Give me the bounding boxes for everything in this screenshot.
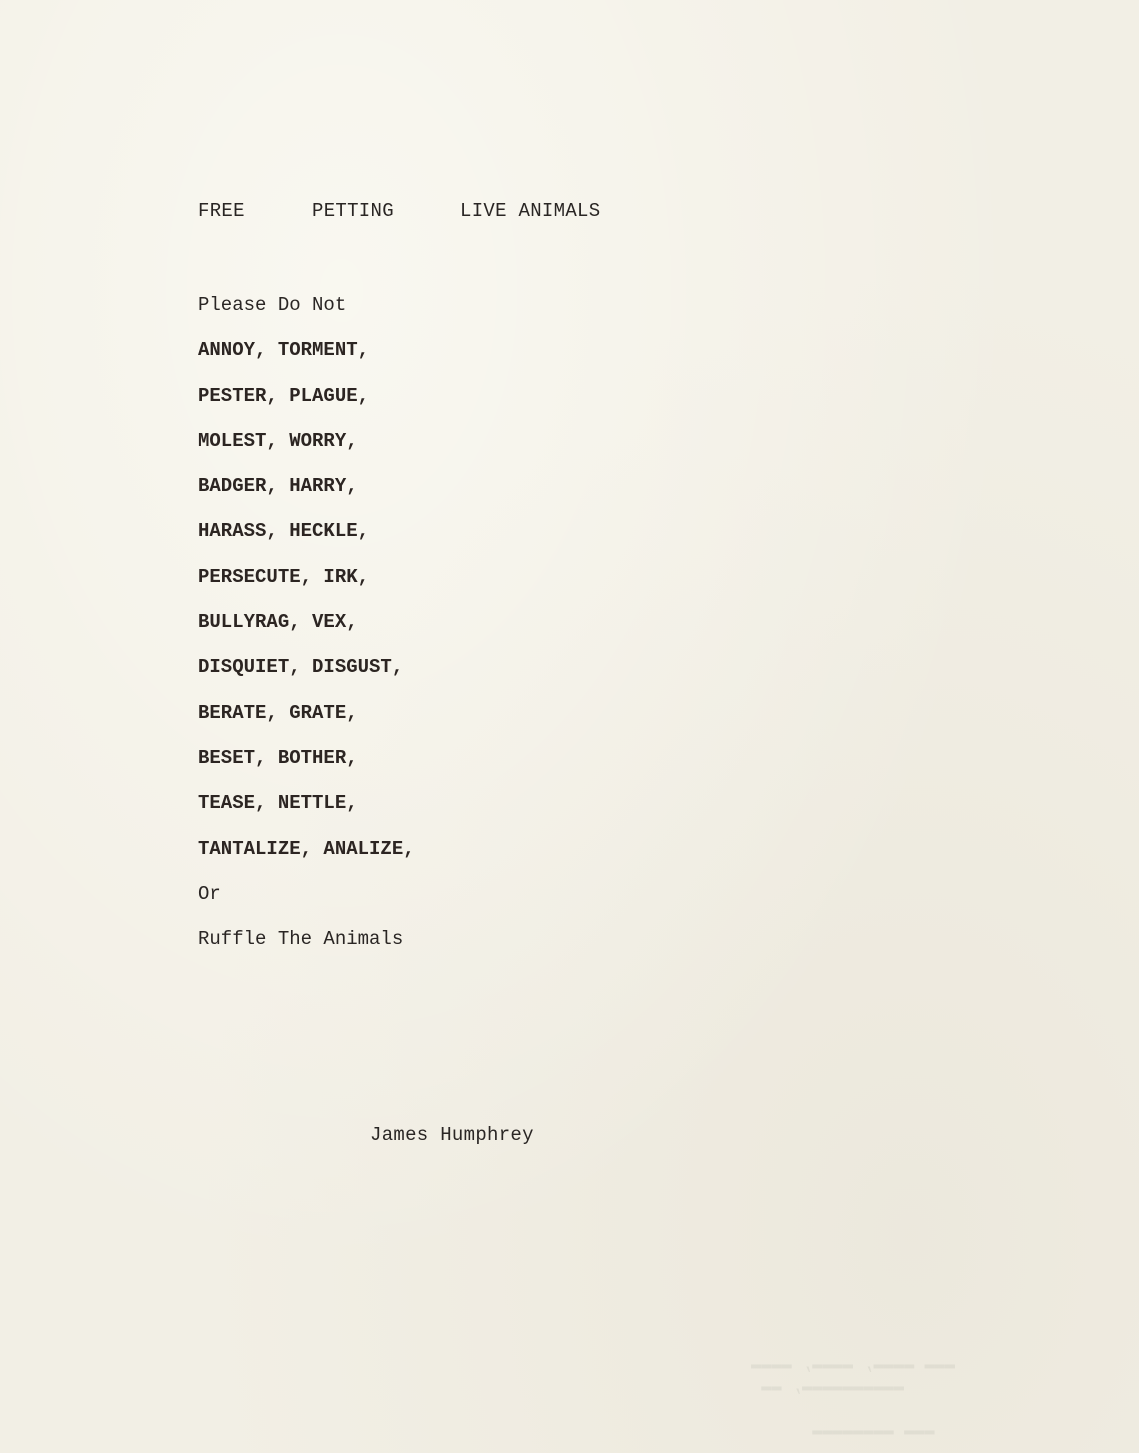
poem-line: TANTALIZE, ANALIZE, (198, 837, 415, 860)
poem-line: TEASE, NETTLE, (198, 792, 358, 815)
poem-body (198, 293, 658, 972)
poem-line: BESET, BOTHER, (198, 746, 358, 769)
poem-line: PERSECUTE, IRK, (198, 565, 370, 588)
poem-line: ANNOY, TORMENT, (198, 339, 370, 362)
poem-line: HARASS, HECKLE, (198, 520, 370, 543)
poem-line: BULLYRAG, VEX, (198, 611, 358, 634)
author-signature: James Humphrey (370, 1124, 534, 1146)
poem-line: Please Do Not (198, 294, 347, 316)
poem-title-row (0, 202, 1139, 226)
title-word-free: FREE (198, 200, 245, 222)
poem-line: BERATE, GRATE, (198, 701, 358, 724)
poem-line: Or (198, 882, 221, 905)
title-word-petting: PETTING (312, 200, 394, 222)
poem-line: MOLEST, WORRY, (198, 429, 358, 452)
poem-line: DISQUIET, DISGUST, (198, 656, 404, 679)
bleed-through-text: ▬▬▬ ▬▬▬▬, ▬▬▬▬, ▬▬▬▬ ▬▬▬▬▬▬▬▬▬▬, ▬▬ ▬▬▬ ▬▬▬▬▬▬▬▬ (750, 1356, 955, 1441)
poem-line: Ruffle The Animals (198, 928, 404, 951)
poem-line: BADGER, HARRY, (198, 475, 358, 498)
title-word-live-animals: LIVE ANIMALS (460, 200, 601, 222)
poem-line: PESTER, PLAGUE, (198, 384, 370, 407)
